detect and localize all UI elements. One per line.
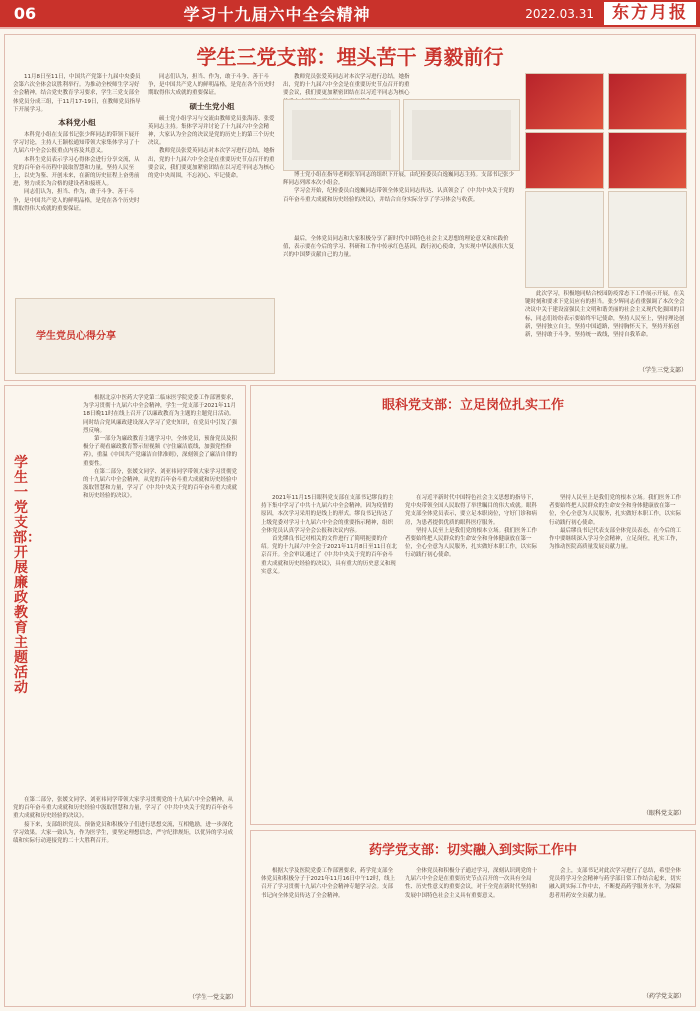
article-paragraph: 坚持人民至上是我们党的根本立场。我们医务工作者要始终把人民群众的生命安全和身体健康放在第一位，全心全意为人民服务，扎实做好本职工作，以实际行动践行初心使命。 xyxy=(549,495,682,526)
article-paragraph: 硕士党小组学习与交流由教师党员张海涛、张爱英同志主持。集体学习并讨论了十九届六中全会精神，大家认为全会的决议是党的历史上的第三个历史决议。 xyxy=(148,115,275,147)
article-ophthalmology-branch xyxy=(250,385,696,825)
article-paragraph: 此次学习，积极地同贴合校园防疫常态下工作展示开展，在关键时刻和要求下党员应有的担当。张少辉同志看重强调了本次全会决议中关于建设富强民主文明和谐美丽的社会主义现代化强国的目标，同志们纷纷表示要始终牢记使命，坚持人民至上，坚持理论创新，坚持独立自主，坚持中国道路，坚持胸怀天下，坚持开拓创新，坚持敢于斗争，坚持统一战线，坚持自我革命。 xyxy=(525,291,685,339)
article-title: 眼科党支部：立足岗位扎实工作 xyxy=(381,398,564,413)
article-paragraph: 根据北京中医药大学党第二临床医学院党委工作部署要求，为学习贯彻十九届六中全会精神，学生一党支部于2021年11月18日晚11时在线上召开了以廉政教育为主题的主题党日活动。同时结合党风廉政建设深入学习了党史知识，在党员中引发了强烈反响。 xyxy=(83,395,238,434)
sharing-session-photo xyxy=(15,298,275,374)
article-paragraph: 在第二部分，张媛文同学、刘亚祎同学带领大家学习贯彻党的十九届六中全会精神，从党的百年奋斗重大成就和历史经验中汲取智慧和力量，学习了《中共中央关于党的百年奋斗重大成就和历史经验的决议》。 xyxy=(13,797,234,820)
article-title: 学生三党支部：埋头苦干 勇毅前行 xyxy=(196,45,504,69)
masthead: 东方月报 xyxy=(604,2,696,25)
online-meeting-screenshot xyxy=(403,99,520,171)
article-column xyxy=(283,235,519,372)
article-column xyxy=(83,394,238,794)
article-paragraph: 在习近平新时代中国特色社会主义思想的指导下，党中央带领全国人民取得了举世瞩目的伟大成就。眼科党支部全体党员表示，要立足本职岗位，守好门诊和病房，为患者提供优质的眼科医疗服务。 xyxy=(405,495,538,526)
article-paragraph: 教师党员张爱英同志对本次学习进行总结，她指出，党的十九届六中全会是在重要历史节点召开的重要会议，我们要更加紧密团结在以习近平同志为核心的党中央周围，不忘初心、牢记使命。 xyxy=(148,148,275,180)
article-signature: （眼科党支部） xyxy=(642,810,685,817)
article-signature: （学生三党支部） xyxy=(638,367,687,374)
header-rule xyxy=(0,27,700,29)
article-paragraph: 第一部分为廉政教育主题学习中，全体党员，预备党员及积极分子观看廉政教育警示短视频《守住廉洁底线，加强党性修养》，重温《中国共产党廉洁自律准则》，深刻领会了廉洁自律的重要性。 xyxy=(83,436,238,467)
article-paragraph: 在第二部分，张媛文同学、刘亚祎同学带领大家学习贯彻党的十九届六中全会精神，从党的百年奋斗重大成就和历史经验中汲取智慧和力量，学习了《中共中央关于党的百年奋斗重大成就和历史经验的决议》。 xyxy=(83,468,238,500)
presentation-slide-photo xyxy=(608,73,687,130)
article-student-branch-3 xyxy=(4,34,696,381)
article-paragraph: 会上，支部书记对此次学习进行了总结，希望全体党员将学习全会精神与药学部日常工作结合起来，切实融入到实际工作中去，不断提高药学服务水平，为保障患者用药安全贡献力量。 xyxy=(549,868,682,899)
article-paragraph: 最后，全体党员同志和大家积极分享了新时代中国特色社会主义思想的理论意义和实践价值，表示要在今后的学习、科研和工作中传承红色基因，践行初心使命，为实现中华民族伟大复兴的中国梦贡献自己的力量。 xyxy=(283,236,515,259)
page-number: 06 xyxy=(13,4,37,23)
page-header xyxy=(0,0,700,27)
article-paragraph: 接下来，支部组织党员、预备党员和积极分子们进行思想交流，互相勉励，进一步深化学习效果。大家一致认为，作为医学生，要坚定理想信念，严守纪律规矩，以优异的学习成绩和实际行动迎接党的二十大胜利召开。 xyxy=(13,821,234,845)
article-paragraph: 同志们认为，担当、作为，敢于斗争、善于斗争，是中国共产党人的鲜明品格，是党在各个历史时期取得伟大成就的重要保证。 xyxy=(13,189,140,212)
participant-grid-screenshot xyxy=(525,191,604,288)
online-meeting-screenshot xyxy=(283,99,400,171)
article-paragraph: 11月8日至11日，中国共产党第十九届中央委员会第六次全体会议胜利举行。为推动全校师生学习好全会精神，结合党史教育学习要求，学生三党支部全体党员分成三组，于11月17-19日，在教师党员指导下开展学习。 xyxy=(13,74,141,113)
article-pharmacy-branch xyxy=(250,830,696,1007)
article-paragraph: 最后缪良书记代表支部全体党员表态，在今后的工作中要继续深入学习全会精神，立足岗位，扎实工作，为推动医院高质量发展贡献力量。 xyxy=(549,527,682,551)
article-paragraph: 坚持人民至上是我们党的根本立场。我们医务工作者要始终把人民群众的生命安全和身体健康放在第一位，全心全意为人民服务，扎实做好本职工作，以实际行动践行初心使命。 xyxy=(405,527,538,559)
section-heading: 硕士生党小组 xyxy=(189,101,235,111)
presentation-slide-photo xyxy=(525,73,604,130)
column-title: 学习十九届六中全会精神 xyxy=(183,5,371,24)
article-columns xyxy=(261,867,685,991)
article-paragraph: 教师党员张爱英同志对本次学习进行总结，她指出，党的十九届六中全会是在重要历史节点召开的重要会议，我们要更加紧密团结在以习近平同志为核心 xyxy=(283,74,410,97)
article-paragraph: 学习会开始，纪检委员白逸巍同志带领全体党员同志传达、认真领会了《中共中央关于党的百年奋斗重大成就和历史经验的决议》，并结合自身实际分享了学习体会与收获。 xyxy=(283,188,515,203)
article-paragraph: 本科生党员表示学习心得体会进行分享交流，从党的百年奋斗历程中汲取智慧和力量，坚持人民至上，以史为鉴、开创未来，在新的历史征程上奋勇前进，努力成长为合格的建设者和接班人。 xyxy=(13,156,140,188)
article-column xyxy=(525,290,685,360)
photo-caption: 学生党员心得分享 xyxy=(36,331,116,342)
participant-grid-screenshot xyxy=(608,191,687,288)
article-columns xyxy=(261,494,685,794)
article-paragraph: 全体党员和积极分子通过学习，深刻认识到党的十九届六中全会是在重要历史节点召开的一次具有全局性、历史性意义的重要会议，对于全党在新时代坚持和发展中国特色社会主义具有重要意义。 xyxy=(405,868,538,899)
presentation-slide-photo xyxy=(525,132,604,189)
article-title: 药学党支部：切实融入到实际工作中 xyxy=(368,843,577,858)
article-paragraph: 首先缪良书记对相关的文件进行了简明扼要的介绍。党的十九届六中全会于2021年11月8日至11日在北京召开。全会审议通过了《中共中央关于党的百年奋斗重大成就和历史经验的决议》，具有重大的历史意义和现实意义。 xyxy=(261,536,397,575)
article-signature: （学生一党支部） xyxy=(188,994,237,1001)
presentation-slide-photo xyxy=(608,132,687,189)
article-paragraph: 同志们认为，担当、作为，敢于斗争、善于斗争，是中国共产党人的鲜明品格，是党在各个历史时期取得伟大成就的重要保证。 xyxy=(148,74,275,97)
article-paragraph: 2021年11月15日眼科党支部在支部书记缪良的主持下集中学习了中共十九届六中全会精神。因为疫情的原因，本次学习采用的是线上的形式。缪良书记传达了上级党委对学习十九届六中全会的重要指示精神，组织全体党员认真学习全会公报和决议内容。 xyxy=(261,495,394,534)
article-paragraph: 本科党小组在支部书记张少辉同志的带领下展开学习讨论，主持人王颖松通知带领大家集体学习了十九届六中全会公报重点内容及其意义。 xyxy=(13,132,140,155)
article-paragraph: 根据大学及医院党委工作部署要求，药学党支部全体党员和积极分子于2021年11月16日中午12时，线上召开了学习贯彻十九届六中全会精神专题学习会。支部书记向全体党员传达了全会精神。 xyxy=(261,868,395,899)
article-title: 学生一党支部：开展廉政教育主题活动 xyxy=(13,455,41,696)
section-heading: 本科党小组 xyxy=(58,118,96,128)
article-student-branch-1 xyxy=(4,385,246,1007)
article-column xyxy=(148,73,276,293)
article-signature: （药学党支部） xyxy=(642,993,685,1000)
article-column xyxy=(13,796,238,986)
issue-date: 2022.03.31 xyxy=(525,6,594,21)
article-paragraph: 博士党小组在指导老师张军同志的组织下开展，由纪检委员白逸巍同志主持。支部书记张少辉同志列席本次小组会。 xyxy=(283,172,515,187)
